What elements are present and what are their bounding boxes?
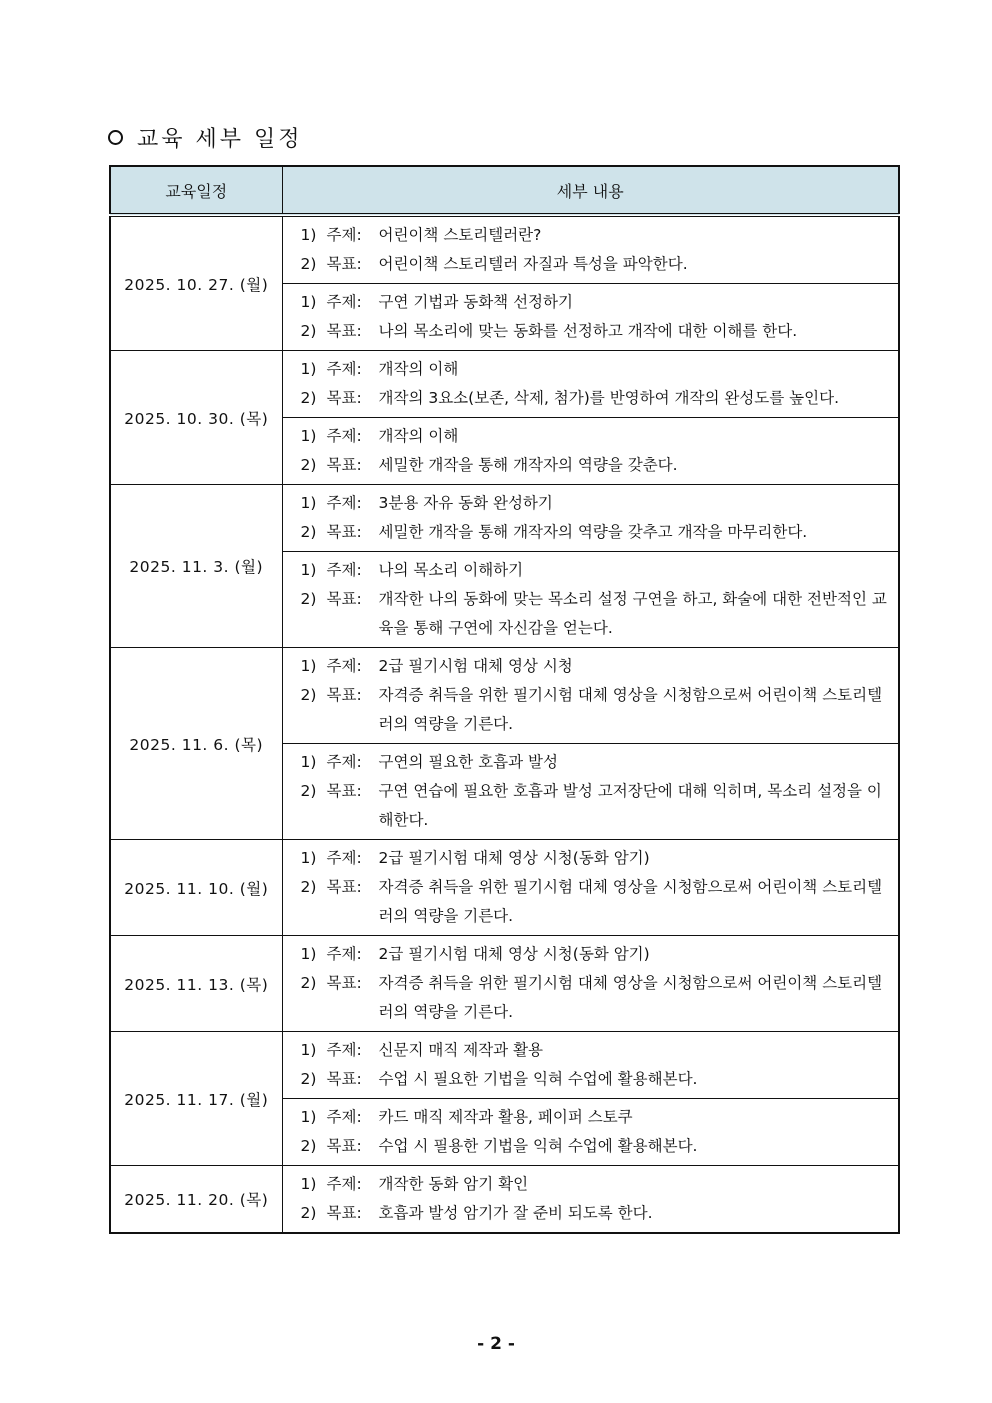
topic-line (301, 748, 889, 777)
goal-label: 목표: (326, 322, 362, 340)
topic-text: 구연의 필요한 호흡과 발성 (378, 753, 558, 771)
topic-label: 주제: (326, 945, 362, 963)
goal-number: 2) (300, 974, 317, 992)
table-row (110, 936, 899, 1032)
section-title: 교육 세부 일정 (137, 127, 303, 152)
table-row (110, 1166, 899, 1234)
goal-line (301, 585, 889, 643)
goal-label: 목표: (326, 686, 362, 704)
topic-line (301, 940, 889, 969)
goal-line (301, 317, 889, 346)
goal-text: 호흡과 발성 암기가 잘 준비 되도록 한다. (378, 1204, 653, 1222)
schedule-detail (282, 485, 899, 552)
topic-line (301, 652, 889, 681)
schedule-date: 2025. 11. 17. (월) (110, 1032, 282, 1166)
schedule-detail (282, 418, 899, 485)
goal-text: 나의 목소리에 맞는 동화를 선정하고 개작에 대한 이해를 한다. (378, 322, 798, 340)
goal-line (301, 1199, 889, 1228)
topic-line (301, 422, 889, 451)
table-row (110, 351, 899, 418)
topic-number: 1) (300, 849, 317, 867)
topic-line (301, 489, 889, 518)
topic-text: 개작의 이해 (378, 427, 459, 445)
schedule-detail (282, 552, 899, 648)
table-row (110, 1032, 899, 1099)
schedule-date: 2025. 11. 6. (목) (110, 648, 282, 840)
topic-text: 신문지 매직 제작과 활용 (378, 1041, 544, 1059)
topic-number: 1) (300, 945, 317, 963)
goal-number: 2) (300, 255, 317, 273)
section-heading (108, 122, 303, 153)
goal-line (301, 1065, 889, 1094)
topic-label: 주제: (326, 561, 362, 579)
goal-number: 2) (300, 389, 317, 407)
topic-label: 주제: (326, 427, 362, 445)
topic-label: 주제: (326, 226, 362, 244)
topic-number: 1) (300, 657, 317, 675)
goal-line (301, 1132, 889, 1161)
goal-number: 2) (300, 782, 317, 800)
goal-line (301, 250, 889, 279)
circle-bullet-icon (108, 130, 123, 145)
goal-line (301, 518, 889, 547)
goal-label: 목표: (326, 1137, 362, 1155)
goal-text: 개작의 3요소(보존, 삭제, 첨가)를 반영하여 개작의 완성도를 높인다. (378, 389, 840, 407)
goal-line (301, 777, 889, 835)
topic-number: 1) (300, 494, 317, 512)
goal-number: 2) (300, 523, 317, 541)
schedule-body (110, 215, 899, 1233)
schedule-detail (282, 936, 899, 1032)
schedule-date: 2025. 10. 30. (목) (110, 351, 282, 485)
topic-number: 1) (300, 561, 317, 579)
topic-text: 카드 매직 제작과 활용, 페이퍼 스토쿠 (378, 1108, 633, 1126)
topic-line (301, 355, 889, 384)
topic-line (301, 556, 889, 585)
goal-text: 자격증 취득을 위한 필기시험 대체 영상을 시청함으로써 어린이책 스토리텔러의 역량을 기른다. (378, 974, 883, 1021)
table-row (110, 215, 899, 284)
topic-label: 주제: (326, 1041, 362, 1059)
topic-text: 구연 기법과 동화책 선정하기 (378, 293, 573, 311)
topic-line (301, 1103, 889, 1132)
topic-label: 주제: (326, 753, 362, 771)
topic-number: 1) (300, 1041, 317, 1059)
table-row (110, 485, 899, 552)
header-date: 교육일정 (110, 166, 282, 215)
goal-label: 목표: (326, 590, 362, 608)
goal-line (301, 873, 889, 931)
topic-number: 1) (300, 226, 317, 244)
goal-number: 2) (300, 322, 317, 340)
header-detail: 세부 내용 (282, 166, 899, 215)
table-row (110, 840, 899, 936)
schedule-detail (282, 351, 899, 418)
goal-label: 목표: (326, 456, 362, 474)
schedule-date: 2025. 11. 3. (월) (110, 485, 282, 648)
goal-text: 수업 시 필요한 기법을 익혀 수업에 활용해본다. (378, 1070, 698, 1088)
topic-line (301, 844, 889, 873)
topic-text: 개작의 이해 (378, 360, 459, 378)
schedule-detail (282, 1032, 899, 1099)
goal-label: 목표: (326, 782, 362, 800)
topic-line (301, 1170, 889, 1199)
topic-number: 1) (300, 427, 317, 445)
topic-number: 1) (300, 1175, 317, 1193)
topic-text: 개작한 동화 암기 확인 (378, 1175, 529, 1193)
goal-number: 2) (300, 1204, 317, 1222)
schedule-date: 2025. 11. 10. (월) (110, 840, 282, 936)
schedule-detail (282, 1166, 899, 1234)
goal-label: 목표: (326, 974, 362, 992)
topic-label: 주제: (326, 849, 362, 867)
schedule-detail (282, 744, 899, 840)
goal-text: 자격증 취득을 위한 필기시험 대체 영상을 시청함으로써 어린이책 스토리텔러의 역량을 기른다. (378, 686, 883, 733)
topic-line (301, 288, 889, 317)
topic-line (301, 1036, 889, 1065)
goal-text: 수업 시 필용한 기법을 익혀 수업에 활용해본다. (378, 1137, 698, 1155)
topic-text: 나의 목소리 이해하기 (378, 561, 524, 579)
goal-text: 어린이책 스토리텔러 자질과 특성을 파악한다. (378, 255, 688, 273)
table-row (110, 648, 899, 744)
goal-number: 2) (300, 1070, 317, 1088)
goal-line (301, 451, 889, 480)
goal-number: 2) (300, 456, 317, 474)
topic-label: 주제: (326, 494, 362, 512)
table-header-row (110, 166, 899, 215)
schedule-detail (282, 1099, 899, 1166)
schedule-date: 2025. 11. 13. (목) (110, 936, 282, 1032)
topic-label: 주제: (326, 360, 362, 378)
topic-label: 주제: (326, 293, 362, 311)
topic-number: 1) (300, 753, 317, 771)
goal-line (301, 384, 889, 413)
schedule-date: 2025. 11. 20. (목) (110, 1166, 282, 1234)
topic-number: 1) (300, 360, 317, 378)
topic-line (301, 221, 889, 250)
schedule-detail (282, 215, 899, 284)
goal-label: 목표: (326, 1204, 362, 1222)
schedule-date: 2025. 10. 27. (월) (110, 215, 282, 351)
topic-label: 주제: (326, 657, 362, 675)
goal-number: 2) (300, 686, 317, 704)
topic-text: 2급 필기시험 대체 영상 시청(동화 암기) (378, 945, 650, 963)
schedule-detail (282, 648, 899, 744)
goal-text: 세밀한 개작을 통해 개작자의 역량을 갖춘다. (378, 456, 678, 474)
schedule-detail (282, 284, 899, 351)
goal-number: 2) (300, 878, 317, 896)
topic-text: 2급 필기시험 대체 영상 시청 (378, 657, 573, 675)
topic-number: 1) (300, 1108, 317, 1126)
goal-text: 자격증 취득을 위한 필기시험 대체 영상을 시청함으로써 어린이책 스토리텔러의 역량을 기른다. (378, 878, 883, 925)
topic-label: 주제: (326, 1108, 362, 1126)
schedule-table (109, 165, 900, 1234)
goal-text: 구연 연습에 필요한 호흡과 발성 고저장단에 대해 익히며, 목소리 설정을 이해한다. (378, 782, 882, 829)
goal-label: 목표: (326, 523, 362, 541)
goal-label: 목표: (326, 1070, 362, 1088)
goal-text: 개작한 나의 동화에 맞는 목소리 설정 구연을 하고, 화술에 대한 전반적인 교육을 통해 구연에 자신감을 얻는다. (378, 590, 887, 637)
goal-number: 2) (300, 1137, 317, 1155)
topic-text: 어린이책 스토리텔러란? (378, 226, 542, 244)
goal-label: 목표: (326, 255, 362, 273)
topic-label: 주제: (326, 1175, 362, 1193)
goal-label: 목표: (326, 878, 362, 896)
schedule-detail (282, 840, 899, 936)
goal-number: 2) (300, 590, 317, 608)
topic-number: 1) (300, 293, 317, 311)
goal-label: 목표: (326, 389, 362, 407)
page-number: - 2 - (477, 1334, 515, 1354)
goal-text: 세밀한 개작을 통해 개작자의 역량을 갖추고 개작을 마무리한다. (378, 523, 808, 541)
goal-line (301, 681, 889, 739)
topic-text: 2급 필기시험 대체 영상 시청(동화 암기) (378, 849, 650, 867)
goal-line (301, 969, 889, 1027)
topic-text: 3분용 자유 동화 완성하기 (378, 494, 553, 512)
